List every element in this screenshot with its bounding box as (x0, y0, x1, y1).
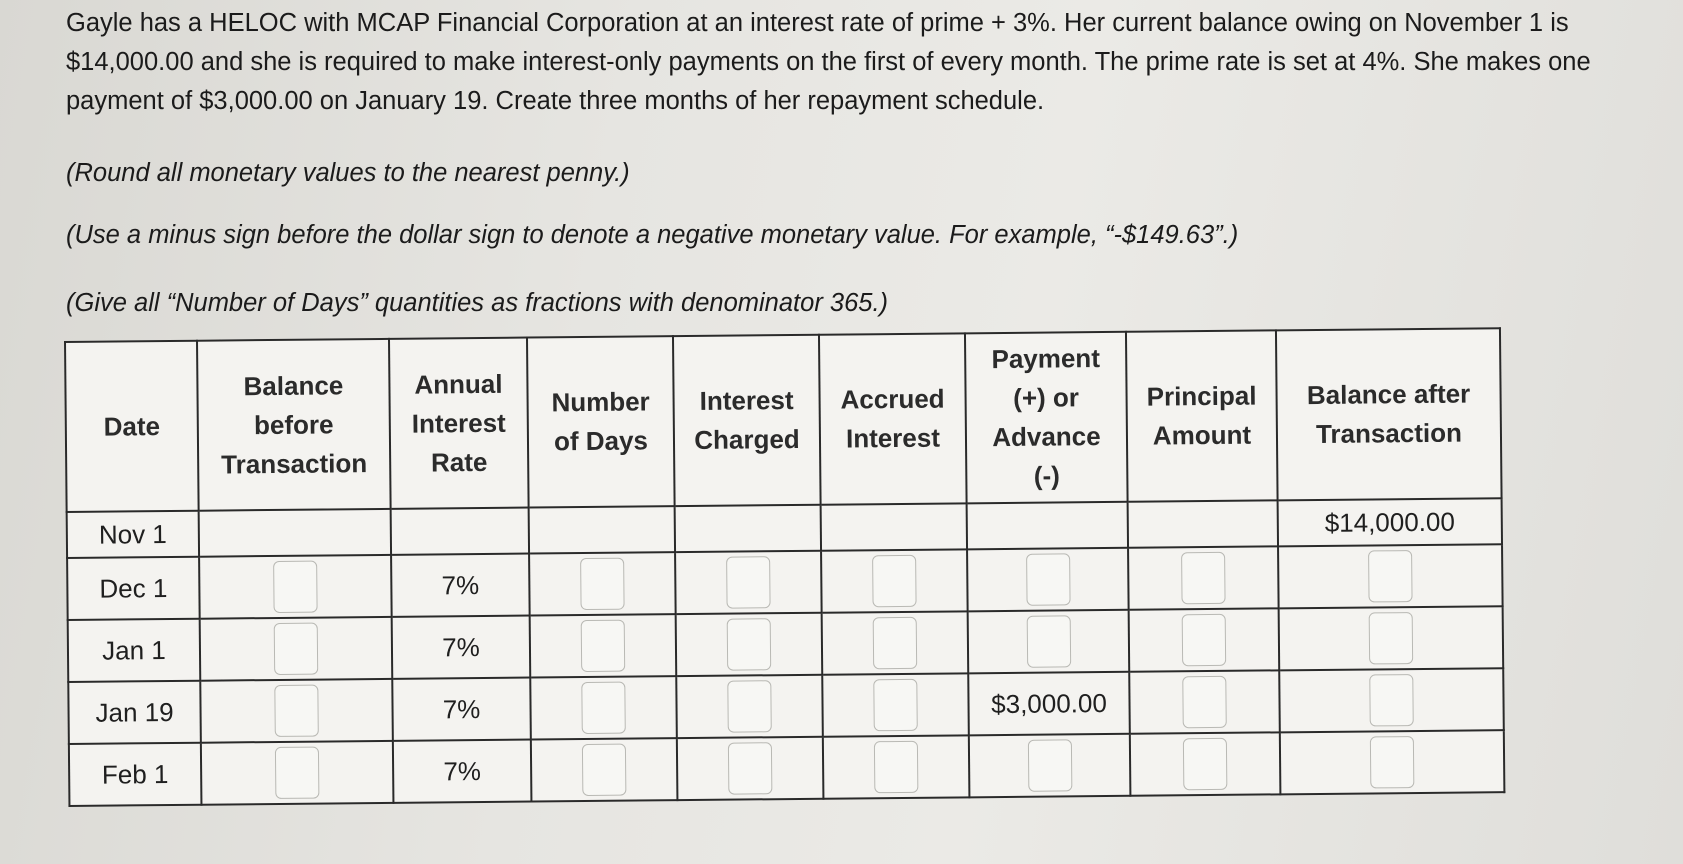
balance-after-input[interactable] (1368, 550, 1412, 602)
header-date: Date (65, 341, 199, 512)
empty-cell (675, 505, 821, 552)
days-fraction-note: (Give all “Number of Days” quantities as fractions with denominator 365.) (66, 289, 889, 317)
interest-charged-input[interactable] (727, 618, 771, 670)
accrued-interest-input[interactable] (872, 555, 916, 607)
rate-cell: 7% (392, 678, 531, 741)
header-interest-charged: Interest Charged (673, 335, 821, 506)
interest-charged-cell (677, 737, 824, 800)
repayment-schedule-table (64, 327, 1505, 807)
principal-input[interactable] (1183, 738, 1227, 790)
payment-input[interactable] (1026, 553, 1070, 605)
interest-charged-input[interactable] (728, 742, 772, 794)
balance-before-input[interactable] (274, 685, 318, 737)
row-date: Feb 1 (69, 743, 202, 806)
table-row (69, 730, 1505, 806)
principal-input[interactable] (1182, 676, 1226, 728)
problem-statement (66, 4, 1656, 121)
empty-cell (821, 503, 967, 550)
interest-charged-cell (676, 675, 823, 738)
balance-after-input[interactable] (1370, 736, 1414, 788)
rate-cell: 7% (392, 616, 531, 679)
accrued-interest-cell (823, 735, 970, 798)
payment-value: $3,000.00 (968, 672, 1130, 736)
header-balance-before: Balance before Transaction (197, 339, 391, 511)
balance-before-input[interactable] (274, 623, 318, 675)
payment-input[interactable] (1026, 615, 1070, 667)
principal-cell (1129, 608, 1280, 671)
days-input[interactable] (581, 682, 625, 734)
principal-input[interactable] (1182, 614, 1226, 666)
empty-cell (199, 509, 391, 557)
balance-after-cell (1279, 606, 1504, 670)
balance-after-cell (1279, 668, 1504, 732)
header-principal-amount: Principal Amount (1126, 330, 1278, 501)
principal-cell (1128, 546, 1279, 609)
payment-cell (967, 548, 1129, 612)
problem-text: Gayle has a HELOC with MCAP Financial Corporation at an interest rate of prime + 3%. Her current balance owing on November 1 is $14,000.00 and she is required to make interest-only payments on the first of every month. The prime rate is set at 4%. She makes one payment of $3,000.00 on January 19. Create three months of her repayment schedule. (66, 9, 1591, 115)
days-cell (531, 738, 678, 801)
balance-after-cell (1280, 730, 1505, 794)
days-cell (529, 552, 676, 615)
balance-after-input[interactable] (1369, 612, 1413, 664)
header-annual-rate: Annual Interest Rate (389, 338, 529, 509)
balance-before-input[interactable] (275, 747, 319, 799)
balance-before-cell (199, 555, 392, 619)
header-number-of-days: Number of Days (527, 336, 675, 507)
days-input[interactable] (580, 558, 624, 610)
rate-cell: 7% (393, 740, 532, 803)
balance-before-cell (200, 679, 393, 743)
accrued-interest-input[interactable] (874, 741, 918, 793)
header-payment-or-advance: Payment (+) or Advance (-) (965, 332, 1128, 504)
row-date: Jan 1 (68, 619, 201, 682)
interest-charged-cell (675, 551, 822, 614)
row-date: Nov 1 (67, 511, 199, 558)
payment-cell (969, 734, 1131, 798)
payment-cell (967, 502, 1128, 550)
empty-cell (1128, 500, 1278, 547)
accrued-interest-input[interactable] (873, 679, 917, 731)
rounding-note: (Round all monetary values to the nearest penny.) (66, 159, 630, 187)
accrued-interest-cell (821, 549, 968, 612)
interest-charged-input[interactable] (726, 556, 770, 608)
balance-after-input[interactable] (1369, 674, 1413, 726)
negative-value-note: (Use a minus sign before the dollar sign to denote a negative monetary value. For example, “-$149.63”.) (66, 221, 1239, 249)
principal-cell (1129, 670, 1280, 733)
days-cell (530, 676, 677, 739)
balance-before-cell (201, 741, 394, 805)
accrued-interest-input[interactable] (873, 617, 917, 669)
balance-before-input[interactable] (273, 561, 317, 613)
payment-input[interactable] (1027, 739, 1071, 791)
accrued-interest-cell (822, 673, 969, 736)
header-balance-after: Balance after Transaction (1276, 328, 1502, 500)
rate-cell (391, 508, 529, 555)
payment-cell (968, 610, 1130, 674)
interest-charged-input[interactable] (727, 680, 771, 732)
principal-input[interactable] (1181, 552, 1225, 604)
balance-after-cell (1278, 544, 1503, 608)
balance-after-value: $14,000.00 (1278, 498, 1502, 546)
rate-cell: 7% (391, 554, 530, 617)
header-row (65, 328, 1502, 512)
row-date: Jan 19 (68, 681, 201, 744)
days-cell (530, 614, 677, 677)
header-accrued-interest: Accrued Interest (819, 333, 967, 504)
interest-charged-cell (676, 613, 823, 676)
days-input[interactable] (582, 744, 626, 796)
principal-cell (1130, 732, 1281, 795)
row-date: Dec 1 (67, 557, 200, 620)
empty-cell (529, 506, 675, 553)
balance-before-cell (200, 617, 393, 681)
days-input[interactable] (581, 620, 625, 672)
accrued-interest-cell (822, 611, 969, 674)
